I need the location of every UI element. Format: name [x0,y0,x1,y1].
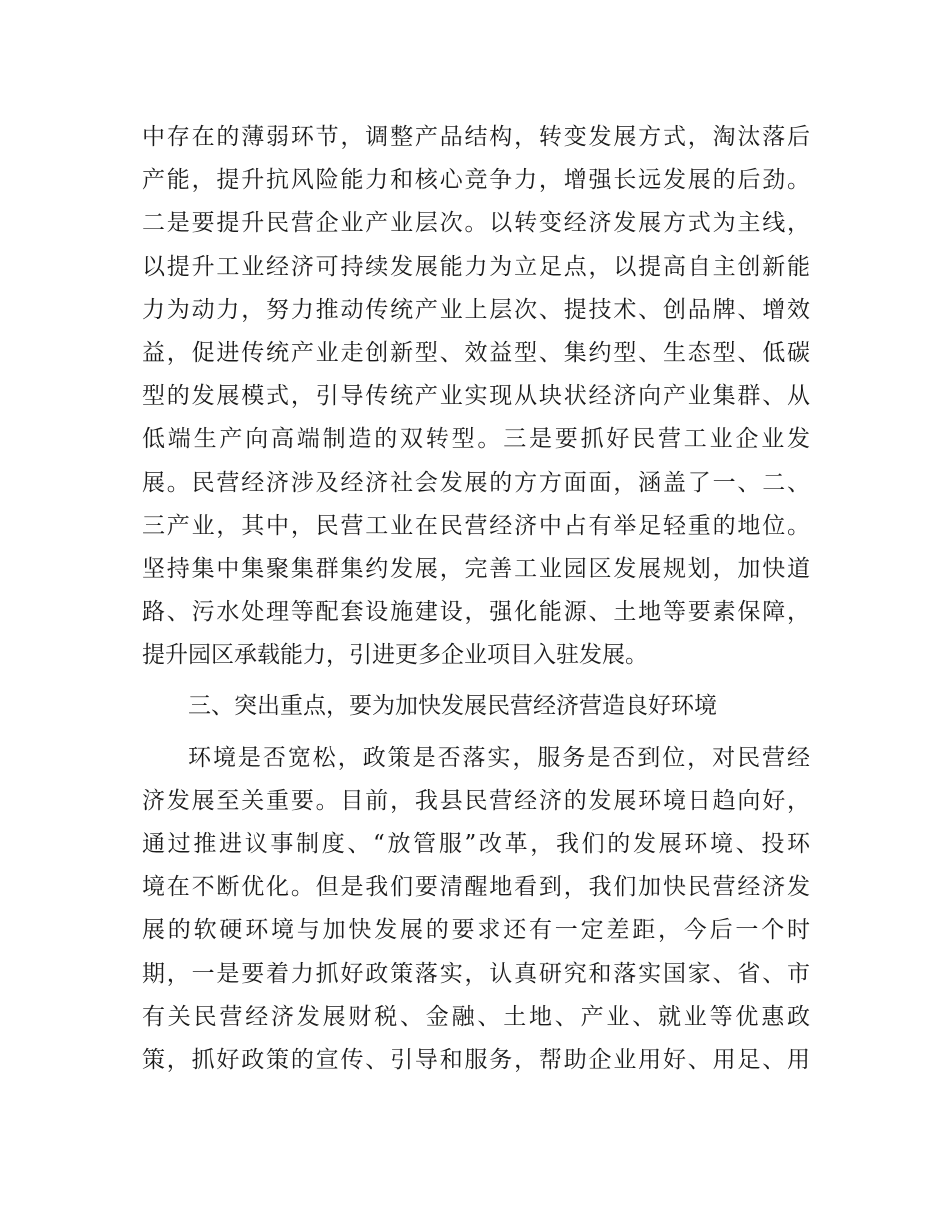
text-line: 三产业，其中，民营工业在民营经济中占有举足轻重的地位。 [142,512,810,539]
text-line: 坚持集中集聚集群集约发展，完善工业园区发展规划，加快道 [142,555,810,582]
paragraph-2 [142,737,810,1083]
text-line: 型的发展模式，引导传统产业实现从块状经济向产业集群、从 [142,383,810,410]
paragraph-spacer [142,729,810,737]
text-line: 境在不断优化。但是我们要清醒地看到，我们加快民营经济发 [142,874,810,901]
paragraph-spacer [142,677,810,685]
text-line: 产能，提升抗风险能力和核心竞争力，增强长远发展的后劲。 [142,167,810,194]
text-line: 以提升工业经济可持续发展能力为立足点，以提高自主创新能 [142,253,810,280]
section-heading: 三、突出重点，要为加快发展民营经济营造良好环境 [188,693,717,720]
text-line: 展的软硬环境与加快发展的要求还有一定差距，今后一个时 [142,917,810,944]
text-line: 济发展至关重要。目前，我县民营经济的发展环境日趋向好， [142,787,810,814]
document-body [142,116,810,1082]
text-line: 力为动力，努力推动传统产业上层次、提技术、创品牌、增效 [142,296,810,323]
text-line: 环境是否宽松，政策是否落实，服务是否到位，对民营经 [188,744,810,771]
text-line: 期，一是要着力抓好政策落实，认真研究和落实国家、省、市 [142,960,810,987]
text-line: 路、污水处理等配套设施建设，强化能源、土地等要素保障， [142,599,810,626]
text-line: 通过推进议事制度、“放管服”改革，我们的发展环境、投环 [142,831,810,857]
paragraph-1 [142,116,810,677]
text-line: 展。民营经济涉及经济社会发展的方方面面，涵盖了一、二、 [142,469,810,496]
text-line: 二是要提升民营企业产业层次。以转变经济发展方式为主线， [142,210,810,237]
text-line: 有关民营经济发展财税、金融、土地、产业、就业等优惠政 [142,1003,810,1030]
text-line: 策，抓好政策的宣传、引导和服务，帮助企业用好、用足、用 [142,1046,810,1073]
text-line: 中存在的薄弱环节，调整产品结构，转变发展方式，淘汰落后 [142,124,810,150]
text-line: 提升园区承载能力，引进更多企业项目入驻发展。 [142,642,648,669]
text-line: 益，促进传统产业走创新型、效益型、集约型、生态型、低碳 [142,339,810,366]
text-line: 低端生产向高端制造的双转型。三是要抓好民营工业企业发 [142,426,810,453]
